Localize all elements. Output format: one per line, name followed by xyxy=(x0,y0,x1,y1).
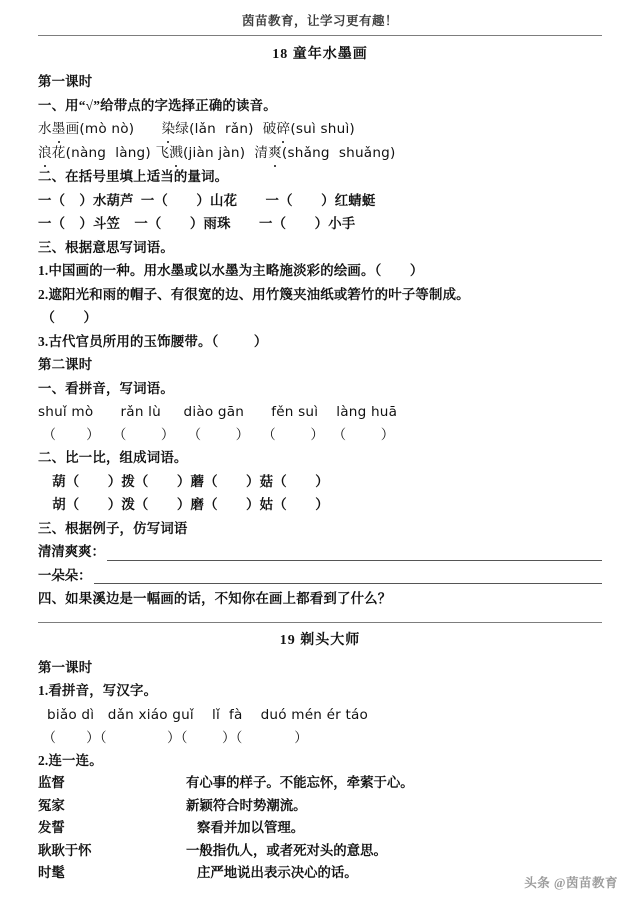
emphasis-dot-char: 墨 xyxy=(52,117,66,141)
matching-row[interactable] xyxy=(38,862,602,885)
lesson-18-ex3-heading: 三、根据意思写词语。 xyxy=(38,239,174,255)
lesson-18-ex2-row-1[interactable]: 一（ ）水葫芦 一（ ）山花 一（ ）红蜻蜓 xyxy=(38,192,376,208)
emphasis-dot-char: 浪 xyxy=(38,141,52,165)
lesson-18-p2-ex3-prompt-1-label: 清清爽爽： xyxy=(38,544,105,559)
matching-term[interactable]: 冤家 xyxy=(38,797,65,813)
lesson-18-ex3-item-2: 2.遮阳光和雨的帽子、有很宽的边、用竹篾夹油纸或箬竹的叶子等制成。 xyxy=(38,286,470,302)
lesson-18-p2-ex2-heading: 二、比一比，组成词语。 xyxy=(38,450,188,465)
matching-definition[interactable]: 新颖符合时势潮流。 xyxy=(186,797,307,813)
lesson-18-p2-ex2-row-1[interactable]: 葫（ ）拨（ ）蘑（ ）菇（ ） xyxy=(38,473,329,489)
matching-exercise-list xyxy=(38,772,602,885)
lesson-19-ex2-heading: 2.连一连。 xyxy=(38,752,103,768)
matching-definition[interactable]: 察看并加以管理。 xyxy=(197,820,305,835)
lesson-18-ex2-row-2[interactable]: 一（ ）斗笠 一（ ）雨珠 一（ ）小手 xyxy=(38,216,356,231)
lesson-18-title: 18 童年水墨画 xyxy=(272,47,368,62)
matching-row[interactable] xyxy=(38,795,602,818)
lesson-18-p2-ex3-answer-line-1[interactable] xyxy=(107,546,602,561)
lesson-18-p2-ex2-row-2[interactable]: 胡（ ）泼（ ）磨（ ）姑（ ） xyxy=(38,497,329,512)
lesson-18-p2-ex3-prompt-2-label: 一朵朵： xyxy=(38,567,92,583)
lesson-18-p2-ex1-heading: 一、看拼音，写词语。 xyxy=(38,380,174,396)
lesson-19-ex1-brackets[interactable]: （ ）（ ）（ ）（ ） xyxy=(38,729,308,746)
lesson-18-ex2-heading: 二、在括号里填上适当的量词。 xyxy=(38,169,229,184)
lesson-18-p2-ex3-answer-line-2[interactable] xyxy=(94,569,602,584)
emphasis-dot-char: 爽 xyxy=(268,141,282,165)
matching-term[interactable]: 时髦 xyxy=(38,865,65,880)
lesson-18-period-1-label: 第一课时 xyxy=(38,74,93,89)
top-divider xyxy=(38,35,602,36)
lesson-18-ex3-item-3[interactable]: 3.古代官员所用的玉饰腰带。（ ） xyxy=(38,333,268,349)
matching-term[interactable]: 耿耿于怀 xyxy=(38,842,92,858)
lesson-18-p2-ex3-heading: 三、根据例子，仿写词语 xyxy=(38,520,188,536)
lesson-18-ex3-item-2-answer[interactable]: （ ） xyxy=(38,310,98,325)
header-watermark: 茵苗教育，让学习更有趣！ xyxy=(241,14,398,28)
emphasis-dot-char: 染 xyxy=(161,117,175,141)
lesson-19-divider xyxy=(38,622,602,623)
lesson-18-ex3-item-1[interactable]: 1.中国画的一种。用水墨或以水墨为主略施淡彩的绘画。（ ） xyxy=(38,263,424,278)
matching-term[interactable]: 发誓 xyxy=(38,820,65,835)
matching-definition[interactable]: 有心事的样子。不能忘怀，牵萦于心。 xyxy=(186,775,414,790)
matching-row[interactable] xyxy=(38,772,602,795)
lesson-19-ex1-heading: 1.看拼音，写汉字。 xyxy=(38,683,158,698)
lesson-18-p2-ex1-pinyin: shuǐ mò rǎn lù diào gān fěn suì làng huā xyxy=(38,404,398,420)
matching-term[interactable]: 监督 xyxy=(38,775,65,790)
emphasis-dot-char: 碎 xyxy=(277,117,291,141)
lesson-18-p2-ex3-prompt-1-row xyxy=(38,540,602,564)
lesson-18-p2-ex4-heading: 四、如果溪边是一幅画的话，不知你在画上都看到了什么？ xyxy=(38,591,392,606)
emphasis-dot-char: 溅 xyxy=(169,141,183,165)
lesson-18-ex1-row-2[interactable]: 浪花(nàng làng) 飞溅(jiàn jàn) 清爽(shǎng shuǎng) xyxy=(38,141,602,165)
lesson-18-period-2-label: 第二课时 xyxy=(38,357,93,372)
lesson-19-ex1-pinyin: biǎo dì dǎn xiáo guǐ lǐ fà duó mén ér táo xyxy=(38,706,369,723)
matching-definition[interactable]: 庄严地说出表示决心的话。 xyxy=(197,865,358,880)
matching-row[interactable] xyxy=(38,817,602,840)
lesson-19-title: 19 剃头大师 xyxy=(279,632,361,648)
lesson-19-period-1-label: 第一课时 xyxy=(38,659,93,675)
lesson-18-p2-ex3-prompt-2-row xyxy=(38,564,602,588)
lesson-18-p2-ex1-brackets[interactable]: （ ） （ ） （ ） （ ） （ ） xyxy=(38,427,395,443)
lesson-18-ex1-row-1[interactable]: 水墨画(mò nò) 染绿(lǎn rǎn) 破碎(suì shuì) xyxy=(38,117,602,141)
footer-watermark: 头条 @茵苗教育 xyxy=(524,876,618,890)
lesson-18-ex1-heading: 一、用“√”给带点的字选择正确的读音。 xyxy=(38,97,277,113)
matching-row[interactable] xyxy=(38,840,602,863)
matching-definition[interactable]: 一般指仇人，或者死对头的意思。 xyxy=(186,842,387,858)
